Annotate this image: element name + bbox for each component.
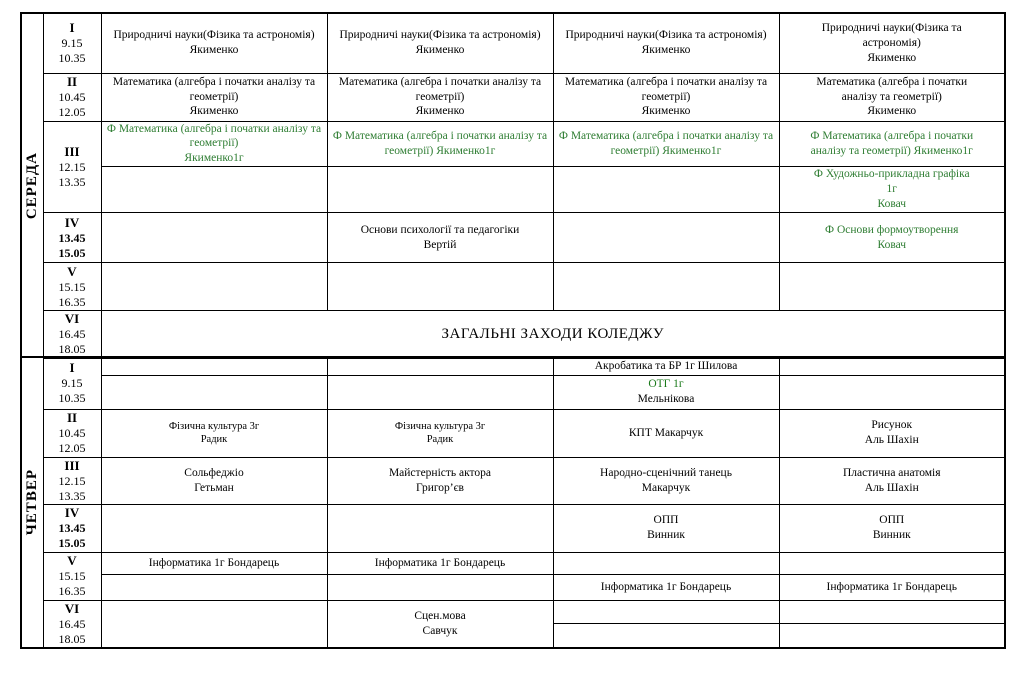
schedule-table-day-2 xyxy=(20,356,1006,649)
lesson-title: Ф Математика (алгебра і початки xyxy=(810,129,974,142)
lesson-title: ОПП xyxy=(653,514,679,527)
lesson-teacher: Якименко xyxy=(189,105,239,118)
period-number: II xyxy=(66,73,78,89)
period-start: 15.15 xyxy=(58,279,86,294)
table-row xyxy=(21,73,1005,121)
lesson-teacher: Аль Шахін xyxy=(864,481,919,494)
lesson-title: Природничі науки(Фізика та астрономія) xyxy=(339,29,541,42)
lesson-title: Природничі науки(Фізика та xyxy=(821,21,962,34)
lesson-teacher: Якименко xyxy=(189,44,239,57)
lesson-teacher: Макарчук xyxy=(641,481,691,494)
lesson-teacher: Радик xyxy=(426,434,454,445)
table-row xyxy=(21,13,1005,73)
period-time-cell xyxy=(43,311,101,359)
lesson-cell xyxy=(327,574,553,600)
table-row xyxy=(21,552,1005,574)
lesson-title: Акробатика та БР 1г Шилова xyxy=(594,359,738,372)
period-start: 9.15 xyxy=(61,376,83,391)
period-end: 13.35 xyxy=(58,174,86,189)
table-row xyxy=(21,504,1005,552)
lesson-title-cont: геометрії) xyxy=(641,90,691,103)
lesson-group: 1г xyxy=(886,183,897,196)
lesson-title: Математика (алгебра і початки аналізу та геометрії) xyxy=(112,75,316,103)
lesson-teacher: геометрії) Якименко1г xyxy=(384,144,496,157)
period-number: VI xyxy=(64,311,80,327)
lesson-cell xyxy=(327,213,553,263)
period-time-cell xyxy=(43,13,101,73)
lesson-title: Математика (алгебра і початки аналізу та xyxy=(564,75,768,88)
lesson-cell xyxy=(327,13,553,73)
lesson-teacher: аналізу та геометрії) Якименко1г xyxy=(810,144,973,157)
period-start: 16.45 xyxy=(58,327,86,342)
period-start: 10.45 xyxy=(58,90,86,105)
lesson-title: Інформатика 1г Бондарець xyxy=(826,580,957,593)
lesson-teacher: Радик xyxy=(200,434,228,445)
lesson-cell xyxy=(779,357,1005,375)
period-number: I xyxy=(69,360,75,376)
period-start: 12.15 xyxy=(58,159,86,174)
lesson-cell xyxy=(779,263,1005,311)
lesson-title: Ф Математика (алгебра і початки аналізу та xyxy=(332,129,548,142)
lesson-teacher: Якименко xyxy=(641,44,691,57)
lesson-cell xyxy=(779,13,1005,73)
lesson-cell xyxy=(101,574,327,600)
lesson-cell xyxy=(553,13,779,73)
lesson-teacher: Винник xyxy=(872,529,911,542)
period-start: 16.45 xyxy=(58,617,86,631)
lesson-title: ОПП xyxy=(879,514,905,527)
lesson-cell xyxy=(101,263,327,311)
period-start: 10.45 xyxy=(58,426,86,441)
lesson-cell xyxy=(327,552,553,574)
lesson-title: Математика (алгебра і початки аналізу та xyxy=(338,75,542,88)
lesson-cell xyxy=(101,504,327,552)
period-number: V xyxy=(67,263,77,279)
table-row xyxy=(21,311,1005,359)
lesson-title: Інформатика 1г Бондарець xyxy=(374,556,506,569)
table-row xyxy=(21,357,1005,375)
lesson-title-cont: астрономія) xyxy=(862,36,921,49)
lesson-cell xyxy=(327,504,553,552)
lesson-cell xyxy=(327,409,553,457)
lesson-teacher: геометрії) Якименко1г xyxy=(610,144,722,157)
lesson-title: Природничі науки(Фізика та астрономія) xyxy=(113,29,315,42)
lesson-cell xyxy=(553,600,779,623)
period-number: VI xyxy=(64,600,80,616)
lesson-cell xyxy=(327,263,553,311)
lesson-title: Ф Художньо-прикладна графіка xyxy=(813,168,970,181)
lesson-teacher: Мельнікова xyxy=(637,393,695,405)
table-row xyxy=(21,121,1005,167)
lesson-cell xyxy=(101,457,327,504)
period-start: 13.45 xyxy=(58,521,86,536)
lesson-title: Математика (алгебра і початки xyxy=(816,75,968,88)
schedule-table-day-1 xyxy=(20,12,1006,359)
lesson-title-cont: аналізу та геометрії) xyxy=(841,90,942,103)
lesson-teacher: Якименко1г xyxy=(184,152,244,165)
lesson-teacher: Якименко xyxy=(415,44,465,57)
lesson-cell-facultative xyxy=(327,167,553,213)
period-time-cell xyxy=(43,552,101,600)
period-start: 15.15 xyxy=(58,569,86,584)
lesson-title: Сольфеджіо xyxy=(184,466,244,479)
lesson-title: Ф Основи формоутворення xyxy=(825,223,959,236)
period-time-cell xyxy=(43,213,101,263)
period-number: III xyxy=(64,143,80,159)
period-number: III xyxy=(64,457,80,473)
lesson-cell xyxy=(101,213,327,263)
lesson-cell xyxy=(101,409,327,457)
period-end: 18.05 xyxy=(58,342,86,357)
lesson-cell xyxy=(101,600,327,648)
lesson-cell xyxy=(779,409,1005,457)
period-time-cell xyxy=(43,263,101,311)
period-time-cell xyxy=(43,357,101,409)
period-end: 12.05 xyxy=(58,105,86,120)
lesson-cell-facultative xyxy=(553,167,779,213)
lesson-cell xyxy=(101,13,327,73)
day-label: СЕРЕДА xyxy=(23,152,40,220)
period-end: 13.35 xyxy=(58,488,86,503)
table-row xyxy=(21,457,1005,504)
period-time-cell xyxy=(43,73,101,121)
period-time-cell xyxy=(43,504,101,552)
lesson-cell xyxy=(779,574,1005,600)
lesson-teacher: Григор’єв xyxy=(416,481,464,494)
lesson-title: Народно-сценічний танець xyxy=(600,466,732,479)
lesson-title: Сцен.мова xyxy=(414,609,466,622)
day-label-cell xyxy=(21,13,43,358)
lesson-cell xyxy=(553,73,779,121)
lesson-cell xyxy=(327,457,553,504)
period-time-cell xyxy=(43,457,101,504)
period-number: II xyxy=(66,409,78,425)
day-label-cell xyxy=(21,357,43,648)
lesson-teacher: Гетьман xyxy=(194,481,234,494)
lesson-cell xyxy=(553,213,779,263)
lesson-cell xyxy=(327,375,553,409)
lesson-cell xyxy=(779,504,1005,552)
lesson-cell-facultative xyxy=(779,213,1005,263)
lesson-teacher: Якименко xyxy=(867,51,917,64)
period-end: 18.05 xyxy=(58,632,86,646)
lesson-cell xyxy=(779,623,1005,648)
lesson-cell xyxy=(101,357,327,375)
period-end: 10.35 xyxy=(58,391,86,406)
lesson-teacher: Савчук xyxy=(422,624,458,637)
period-end: 16.35 xyxy=(58,294,86,309)
lesson-title: Ф Математика (алгебра і початки аналізу та геометрії) xyxy=(106,122,322,150)
lesson-title: ОТГ 1г xyxy=(648,378,684,391)
lesson-cell xyxy=(553,357,779,375)
period-end: 10.35 xyxy=(58,51,86,66)
lesson-teacher: Якименко xyxy=(415,105,465,118)
lesson-title: Пластична анатомія xyxy=(842,466,941,479)
lesson-title: Інформатика 1г Бондарець xyxy=(148,556,280,569)
lesson-title-cont: геометрії) xyxy=(415,90,465,103)
lesson-cell xyxy=(553,552,779,574)
lesson-cell xyxy=(101,375,327,409)
period-time-cell xyxy=(43,600,101,648)
period-end: 12.05 xyxy=(58,441,86,456)
period-end: 15.05 xyxy=(58,536,86,551)
period-time-cell xyxy=(43,121,101,213)
period-start: 13.45 xyxy=(58,230,86,245)
college-event-cell: ЗАГАЛЬНІ ЗАХОДИ КОЛЕДЖУ xyxy=(101,311,1005,359)
table-row xyxy=(21,574,1005,600)
lesson-cell xyxy=(101,552,327,574)
lesson-title: Основи психології та педагогіки xyxy=(360,223,520,236)
period-number: I xyxy=(69,20,75,36)
period-number: V xyxy=(67,553,77,569)
period-start: 9.15 xyxy=(61,36,83,51)
period-number: IV xyxy=(64,505,80,521)
lesson-cell xyxy=(553,504,779,552)
lesson-cell xyxy=(553,457,779,504)
lesson-title: Фізична культура 3г xyxy=(394,420,486,432)
lesson-teacher: Ковач xyxy=(877,198,907,211)
lesson-teacher: Винник xyxy=(647,529,685,542)
lesson-cell-facultative xyxy=(779,167,1005,213)
lesson-teacher: Аль Шахін xyxy=(864,434,919,446)
lesson-cell xyxy=(553,574,779,600)
lesson-title: Рисунок xyxy=(871,419,913,432)
lesson-title: КПТ Макарчук xyxy=(628,426,704,439)
lesson-cell xyxy=(779,73,1005,121)
lesson-cell xyxy=(553,623,779,648)
lesson-cell xyxy=(553,263,779,311)
lesson-cell-facultative xyxy=(101,121,327,167)
lesson-teacher: Якименко xyxy=(867,105,917,118)
lesson-teacher: Вертій xyxy=(423,238,457,251)
lesson-title: Природничі науки(Фізика та астрономія) xyxy=(565,29,767,42)
lesson-title: Ф Математика (алгебра і початки аналізу та xyxy=(558,129,774,142)
lesson-cell xyxy=(779,600,1005,623)
table-row xyxy=(21,213,1005,263)
lesson-cell-facultative xyxy=(101,167,327,213)
lesson-cell xyxy=(779,457,1005,504)
lesson-cell-facultative xyxy=(553,121,779,167)
lesson-teacher: Ковач xyxy=(877,238,907,251)
lesson-cell xyxy=(327,357,553,375)
table-row xyxy=(21,409,1005,457)
period-end: 15.05 xyxy=(58,245,86,260)
lesson-cell xyxy=(327,600,553,648)
lesson-cell xyxy=(553,375,779,409)
lesson-cell xyxy=(327,73,553,121)
lesson-cell xyxy=(101,73,327,121)
lesson-cell xyxy=(779,375,1005,409)
day-label: ЧЕТВЕР xyxy=(23,469,40,536)
lesson-cell-facultative xyxy=(779,121,1005,167)
table-row xyxy=(21,167,1005,213)
lesson-cell xyxy=(779,552,1005,574)
lesson-teacher: Якименко xyxy=(641,105,691,118)
lesson-title: Майстерність актора xyxy=(388,466,492,479)
table-row xyxy=(21,375,1005,409)
lesson-cell xyxy=(553,409,779,457)
table-row xyxy=(21,600,1005,623)
lesson-title: Інформатика 1г Бондарець xyxy=(600,580,732,593)
period-start: 12.15 xyxy=(58,473,86,488)
period-time-cell xyxy=(43,409,101,457)
lesson-title: Фізична культура 3г xyxy=(168,420,260,432)
period-end: 16.35 xyxy=(58,584,86,599)
table-row xyxy=(21,263,1005,311)
lesson-cell-facultative xyxy=(327,121,553,167)
period-number: IV xyxy=(64,214,80,230)
